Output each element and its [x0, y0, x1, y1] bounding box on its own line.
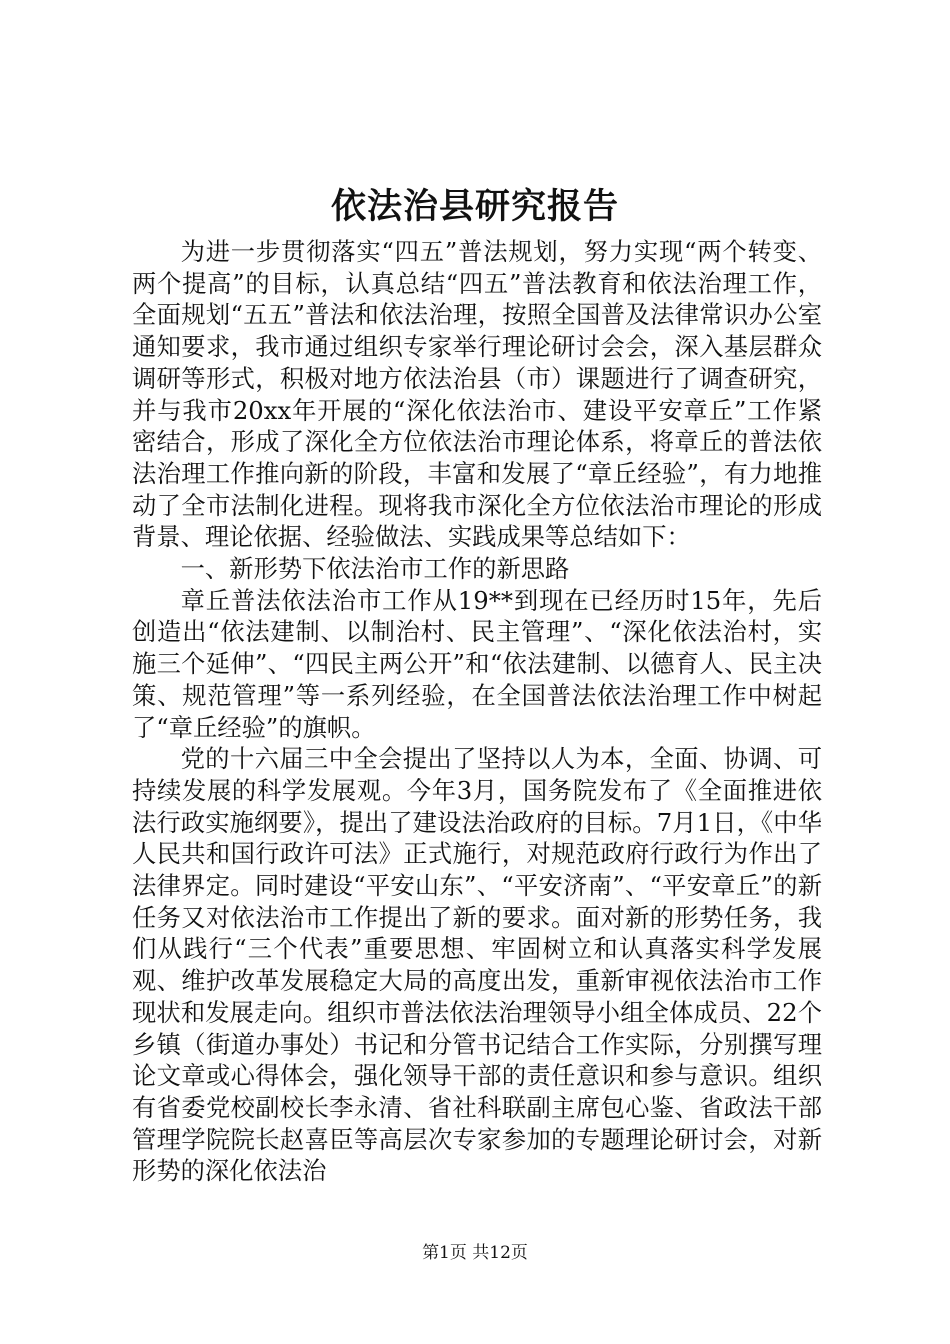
paragraph-context: 党的十六届三中全会提出了坚持以人为本，全面、协调、可持续发展的科学发展观。今年3月，国务院发布了《全面推进依法行政实施纲要》，提出了建设法治政府的目标。7月1日，《中华人民共和国行政许可法》正式施行，对规范政府行政行为作出了法律界定。同时建设“平安山东”、“平安济南”、“平安章丘”的新任务又对依法治市工作提出了新的要求。面对新的形势任务，我们从践行“三个代表”重要思想、牢固树立和认真落实科学发展观、维护改革发展稳定大局的高度出发，重新审视依法治市工作现状和发展走向。组织市普法依法治理领导小组全体成员、22个乡镇（街道办事处）书记和分管书记结合工作实际，分别撰写理论文章或心得体会，强化领导干部的责任意识和参与意识。组织有省委党校副校长李永清、省社科联副主席包心鉴、省政法干部管理学院院长赵喜臣等高层次专家参加的专题理论研讨会，对新形势的深化依法治 [132, 744, 822, 1186]
document-body [132, 236, 822, 1187]
paragraph-intro: 为进一步贯彻落实“四五”普法规划，努力实现“两个转变、两个提高”的目标，认真总结“四五”普法教育和依法治理工作，全面规划“五五”普法和依法治理，按照全国普及法律常识办公室通知要求，我市通过组织专家举行理论研讨会会，深入基层群众调研等形式，积极对地方依法治县（市）课题进行了调查研究，并与我市20xx年开展的“深化依法治市、建设平安章丘”工作紧密结合，形成了深化全方位依法治市理论体系，将章丘的普法依法治理工作推向新的阶段，丰富和发展了“章丘经验”，有力地推动了全市法制化进程。现将我市深化全方位依法治市理论的形成背景、理论依据、经验做法、实践成果等总结如下： [132, 237, 822, 552]
paragraph-history: 章丘普法依法治市工作从19**到现在已经历时15年，先后创造出“依法建制、以制治村、民主管理”、“深化依法治村，实施三个延伸”、“四民主两公开”和“依法建制、以德育人、民主决策、规范管理”等一系列经验，在全国普法依法治理工作中树起了“章丘经验”的旗帜。 [132, 585, 822, 742]
section-heading: 一、新形势下依法治市工作的新思路 [180, 554, 570, 584]
page-footer: 第1页 共12页 [422, 1243, 528, 1263]
document-title: 依法治县研究报告 [330, 186, 619, 227]
